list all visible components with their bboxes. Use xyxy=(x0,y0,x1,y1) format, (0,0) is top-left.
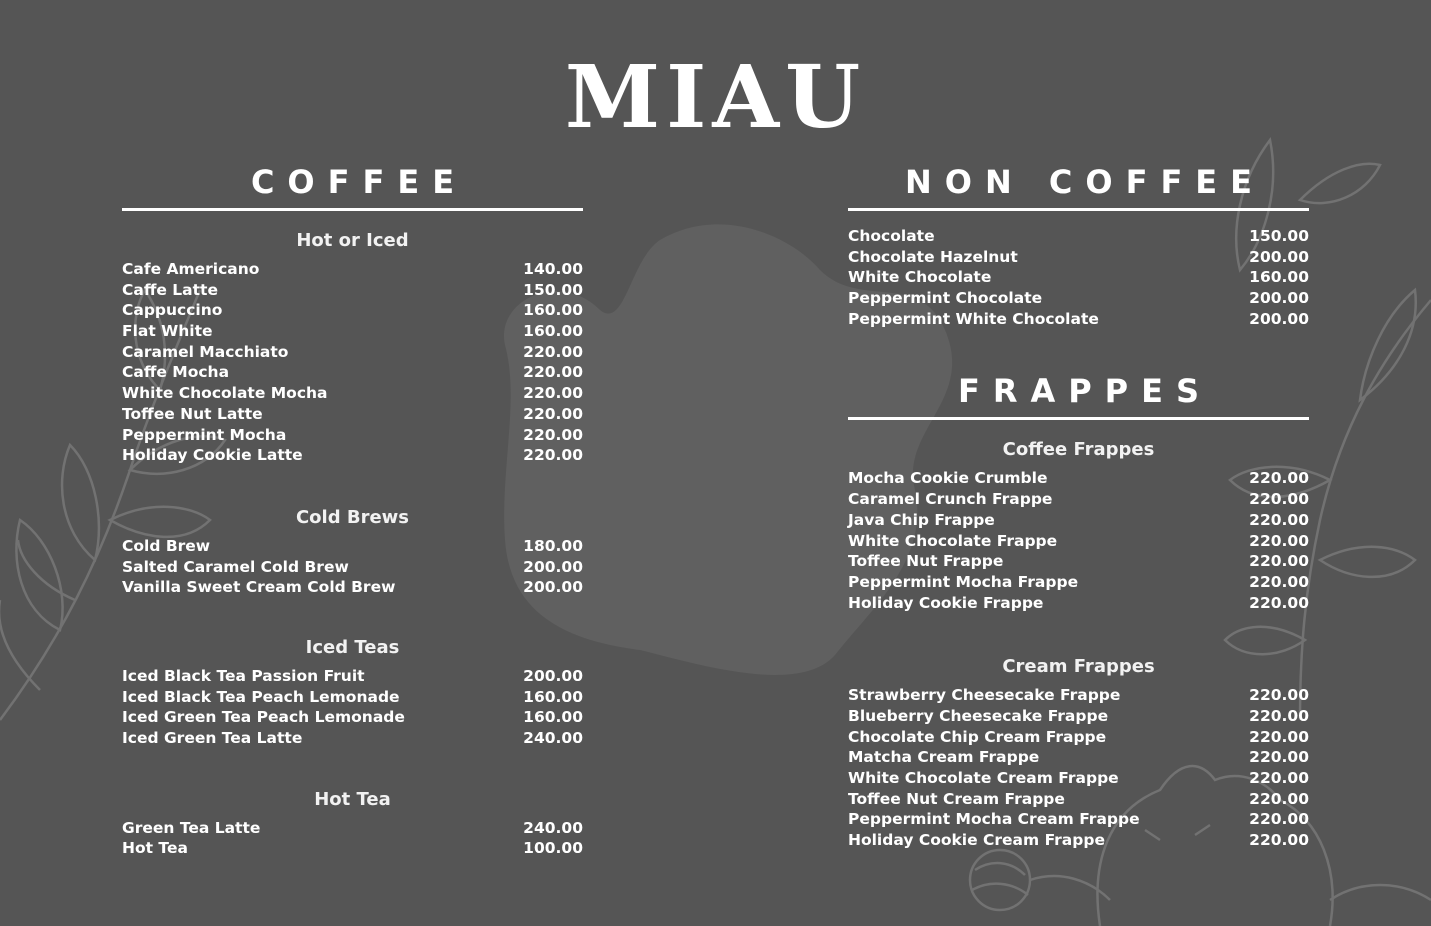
item-price: 150.00 xyxy=(1249,227,1309,245)
item-price: 220.00 xyxy=(1249,469,1309,488)
item-price: 160.00 xyxy=(1249,268,1309,287)
menu-item xyxy=(122,259,583,280)
item-price: 220.00 xyxy=(523,446,583,465)
menu-item xyxy=(122,838,583,859)
item-name: Holiday Cookie Frappe xyxy=(848,593,1044,612)
menu-item xyxy=(848,489,1309,510)
group-iced-teas xyxy=(122,636,583,749)
menu-item xyxy=(848,747,1309,768)
menu-item xyxy=(122,362,583,383)
group-hot-or-iced xyxy=(122,229,583,466)
item-name: Chocolate Chip Cream Frappe xyxy=(848,727,1107,746)
menu-item xyxy=(848,572,1309,593)
item-name: Chocolate xyxy=(848,227,935,245)
menu-item xyxy=(848,551,1309,572)
item-name: Peppermint Chocolate xyxy=(848,289,1043,308)
item-name: Caramel Crunch Frappe xyxy=(848,490,1053,509)
item-price: 200.00 xyxy=(1249,247,1309,266)
group-cold-brews xyxy=(122,506,583,598)
item-price: 220.00 xyxy=(523,384,583,403)
item-name: Cappuccino xyxy=(122,301,223,320)
item-price: 200.00 xyxy=(523,578,583,597)
item-price: 200.00 xyxy=(523,557,583,576)
item-price: 220.00 xyxy=(523,425,583,444)
menu-item xyxy=(848,593,1309,614)
brand-title: MIAU xyxy=(564,47,867,148)
item-name: Strawberry Cheesecake Frappe xyxy=(848,686,1121,705)
menu-item xyxy=(848,288,1309,309)
item-name: Peppermint White Chocolate xyxy=(848,309,1099,328)
item-price: 220.00 xyxy=(1249,593,1309,612)
menu-item xyxy=(122,342,583,363)
item-name: White Chocolate Frappe xyxy=(848,531,1058,550)
menu-item xyxy=(848,809,1309,830)
menu-item xyxy=(122,728,583,749)
menu-item xyxy=(122,300,583,321)
item-name: Hot Tea xyxy=(122,839,188,858)
coffee-heading: COFFEE xyxy=(250,163,468,201)
group-heading: Cold Brews xyxy=(295,506,410,528)
right-column xyxy=(848,160,1309,851)
item-name: White Chocolate xyxy=(848,268,992,287)
item-name: Toffee Nut Latte xyxy=(122,404,263,423)
item-price: 220.00 xyxy=(1249,769,1309,787)
item-price: 200.00 xyxy=(1249,289,1309,308)
menu-item xyxy=(848,247,1309,268)
item-price: 100.00 xyxy=(523,839,583,858)
item-name: Salted Caramel Cold Brew xyxy=(122,557,349,576)
menu-item xyxy=(848,768,1309,789)
item-name: Peppermint Mocha xyxy=(122,425,287,444)
item-price: 200.00 xyxy=(523,666,583,685)
item-price: 160.00 xyxy=(523,301,583,320)
menu-item xyxy=(122,577,583,598)
group-heading: Hot Tea xyxy=(314,788,391,810)
group-heading: Iced Teas xyxy=(305,636,400,658)
item-price: 220.00 xyxy=(523,342,583,361)
menu-item xyxy=(122,818,583,839)
non-coffee-section xyxy=(848,160,1309,329)
non-coffee-heading: NON COFFEE xyxy=(904,163,1266,201)
item-name: Peppermint Mocha Cream Frappe xyxy=(848,810,1140,829)
frappes-heading: FRAPPES xyxy=(957,372,1213,411)
item-name: Caffe Latte xyxy=(122,280,218,299)
item-price: 220.00 xyxy=(1249,810,1309,829)
item-name: Flat White xyxy=(122,322,213,341)
menu-item xyxy=(848,226,1309,247)
item-name: Vanilla Sweet Cream Cold Brew xyxy=(122,578,396,597)
group-coffee-frappes xyxy=(848,438,1309,613)
non-coffee-divider xyxy=(848,208,1309,211)
frappes-section xyxy=(848,369,1309,850)
item-price: 160.00 xyxy=(523,687,583,706)
coffee-divider xyxy=(122,208,583,211)
menu-item xyxy=(848,789,1309,810)
menu-item xyxy=(848,309,1309,330)
menu-item xyxy=(122,666,583,687)
item-price: 220.00 xyxy=(1249,531,1309,550)
item-name: Holiday Cookie Cream Frappe xyxy=(848,831,1105,850)
menu-item xyxy=(848,531,1309,552)
item-name: Iced Black Tea Peach Lemonade xyxy=(122,687,400,706)
menu-item xyxy=(122,557,583,578)
menu-item xyxy=(122,445,583,466)
item-name: White Chocolate Mocha xyxy=(122,384,328,403)
item-name: Blueberry Cheesecake Frappe xyxy=(848,706,1109,725)
item-list xyxy=(122,818,583,859)
item-price: 240.00 xyxy=(523,818,583,837)
item-price: 220.00 xyxy=(1249,706,1309,725)
group-heading: Hot or Iced xyxy=(296,230,409,251)
item-name: Toffee Nut Frappe xyxy=(848,552,1004,571)
item-list xyxy=(122,666,583,749)
menu-item xyxy=(122,707,583,728)
item-name: Caffe Mocha xyxy=(122,363,230,382)
item-price: 160.00 xyxy=(523,708,583,727)
item-price: 220.00 xyxy=(1249,831,1309,850)
item-name: Toffee Nut Cream Frappe xyxy=(848,789,1065,808)
menu-item xyxy=(122,425,583,446)
item-price: 150.00 xyxy=(523,280,583,299)
item-price: 200.00 xyxy=(1249,309,1309,328)
group-heading: Coffee Frappes xyxy=(1002,439,1155,461)
item-price: 140.00 xyxy=(523,260,583,278)
item-price: 220.00 xyxy=(1249,727,1309,746)
item-name: Cafe Americano xyxy=(122,260,260,278)
item-name: Chocolate Hazelnut xyxy=(848,247,1018,266)
menu-item xyxy=(122,404,583,425)
item-list xyxy=(122,536,583,598)
item-list xyxy=(848,685,1309,851)
item-name: Iced Green Tea Latte xyxy=(122,729,303,747)
menu-item xyxy=(122,321,583,342)
group-hot-tea xyxy=(122,788,583,859)
menu-item xyxy=(122,536,583,557)
menu-item xyxy=(848,267,1309,288)
item-name: Peppermint Mocha Frappe xyxy=(848,572,1079,591)
menu-item xyxy=(848,706,1309,727)
menu-item xyxy=(122,280,583,301)
menu-item xyxy=(848,727,1309,748)
menu-item xyxy=(122,383,583,404)
item-price: 220.00 xyxy=(1249,748,1309,767)
item-list xyxy=(848,468,1309,613)
item-name: Iced Green Tea Peach Lemonade xyxy=(122,708,405,727)
item-name: Green Tea Latte xyxy=(122,818,261,837)
item-price: 160.00 xyxy=(523,322,583,341)
coffee-section xyxy=(122,160,583,859)
item-list xyxy=(122,259,583,466)
frappes-divider xyxy=(848,417,1309,420)
menu-item xyxy=(848,830,1309,851)
item-name: Caramel Macchiato xyxy=(122,342,289,361)
menu-item xyxy=(848,510,1309,531)
item-price: 220.00 xyxy=(1249,510,1309,529)
item-name: Java Chip Frappe xyxy=(848,510,995,529)
item-price: 220.00 xyxy=(1249,572,1309,591)
menu-item xyxy=(122,687,583,708)
item-price: 220.00 xyxy=(523,404,583,423)
item-price: 180.00 xyxy=(523,536,583,555)
item-price: 220.00 xyxy=(1249,686,1309,705)
item-price: 220.00 xyxy=(523,363,583,382)
item-list xyxy=(848,226,1309,329)
item-price: 220.00 xyxy=(1249,552,1309,571)
item-name: Cold Brew xyxy=(122,536,211,555)
item-name: Holiday Cookie Latte xyxy=(122,446,303,465)
item-name: White Chocolate Cream Frappe xyxy=(848,769,1119,787)
item-name: Matcha Cream Frappe xyxy=(848,748,1040,767)
menu-item xyxy=(848,468,1309,489)
item-price: 220.00 xyxy=(1249,789,1309,808)
item-price: 240.00 xyxy=(523,729,583,747)
menu-item xyxy=(848,685,1309,706)
group-heading: Cream Frappes xyxy=(1002,656,1155,678)
item-price: 220.00 xyxy=(1249,490,1309,509)
group-cream-frappes xyxy=(848,655,1309,851)
item-name: Iced Black Tea Passion Fruit xyxy=(122,666,365,685)
item-name: Mocha Cookie Crumble xyxy=(848,469,1048,488)
